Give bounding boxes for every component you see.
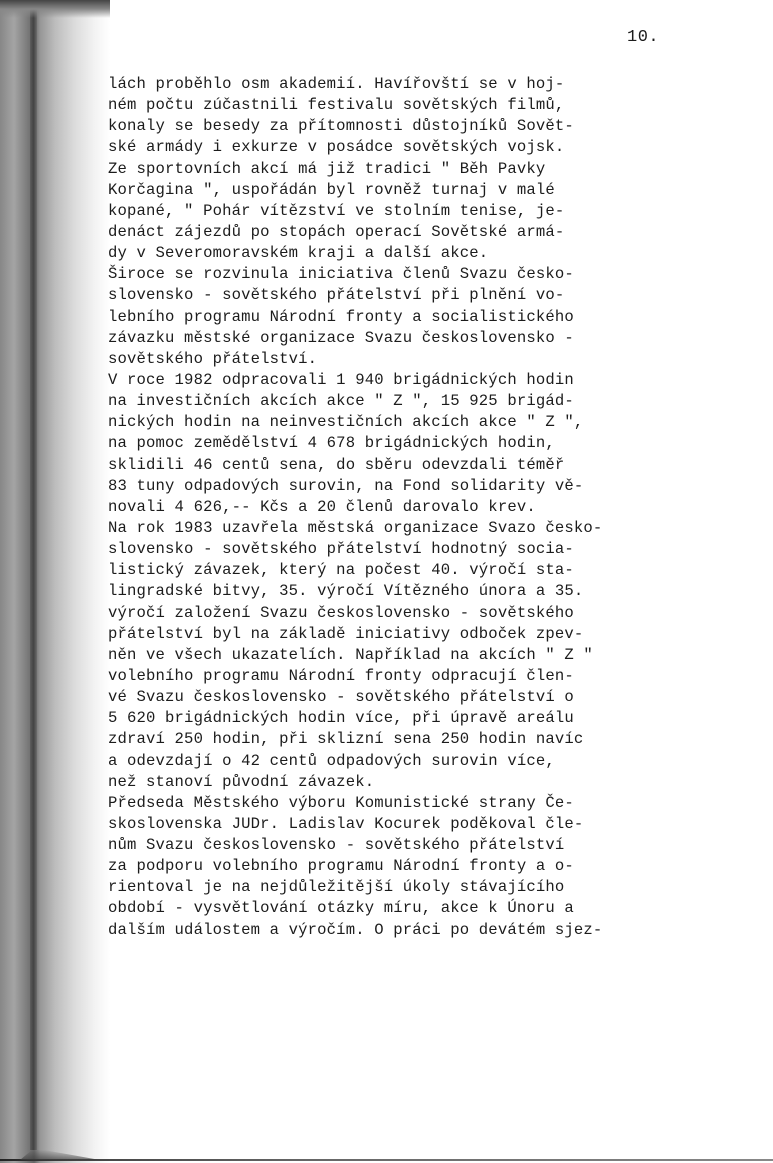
text-line: volebního programu Národní fronty odpracují člen- <box>108 666 574 685</box>
text-line: sklidili 46 centů sena, do sběru odevzdali téměř <box>108 455 565 474</box>
text-line: než stanoví původní závazek. <box>108 772 375 791</box>
text-line: Široce se rozvinula iniciativa členů Svazu česko- <box>108 265 574 284</box>
text-line: Předseda Městského výboru Komunistické strany Če- <box>108 793 574 812</box>
text-line: dy v Severomoravském kraji a další akce. <box>108 244 489 263</box>
typewritten-body <box>108 74 748 941</box>
text-line: skoslovenska JUDr. Ladislav Kocurek poděkoval čle- <box>108 814 584 833</box>
page-bottom-edge <box>0 1159 773 1161</box>
text-line: lách proběhlo osm akademií. Havířovští se v hoj- <box>108 75 565 93</box>
text-line: 5 620 brigádnických hodin více, při úpravě areálu <box>108 709 574 728</box>
page-number: 10. <box>627 28 660 47</box>
text-line: kopané, " Pohár vítězství ve stolním tenise, je- <box>108 201 565 220</box>
text-line: vé Svazu československo - sovětského přátelství o <box>108 688 574 707</box>
text-line: 83 tuny odpadových surovin, na Fond solidarity vě- <box>108 476 584 495</box>
text-line: ské armády i exkurze v posádce sovětských vojsk. <box>108 138 565 157</box>
text-line: listický závazek, který na počest 40. výročí sta- <box>108 561 574 580</box>
text-line: sovětského přátelství. <box>108 349 318 368</box>
text-line: Na rok 1983 uzavřela městská organizace Svazo česko- <box>108 518 603 537</box>
text-line: něn ve všech ukazatelích. Například na akcích " Z " <box>108 645 593 664</box>
text-line: denáct zájezdů po stopách operací Sovětské armá- <box>108 222 565 241</box>
text-line: nům Svazu československo - sovětského přátelství <box>108 836 565 855</box>
text-line: období - vysvětlování otázky míru, akce k Únoru a <box>108 899 574 918</box>
text-line: na investičních akcích akce " Z ", 15 925 brigád- <box>108 392 574 411</box>
text-line: zdraví 250 hodin, při sklizní sena 250 hodin navíc <box>108 730 584 749</box>
text-line: na pomoc zemědělství 4 678 brigádnických hodin, <box>108 434 555 453</box>
text-line: dalším událostem a výročím. O práci po devátém sjez- <box>108 920 603 939</box>
scan-shadow-left <box>0 0 110 1163</box>
scan-shadow-top <box>0 0 110 18</box>
text-line: ném počtu zúčastnili festivalu sovětských filmů, <box>108 96 565 115</box>
text-line: rientoval je na nejdůležitější úkoly stávajícího <box>108 878 565 897</box>
text-line: slovensko - sovětského přátelství při plnění vo- <box>108 286 565 305</box>
text-line: nických hodin na neinvestičních akcích akce " Z ", <box>108 413 584 432</box>
text-line: za podporu volebního programu Národní fronty a o- <box>108 857 574 876</box>
text-line: přátelství byl na základě iniciativy odboček zpev- <box>108 624 584 643</box>
text-line: Korčagina ", uspořádán byl rovněž turnaj v malé <box>108 180 555 199</box>
binding-edge <box>30 0 37 1150</box>
text-line: konaly se besedy za přítomnosti důstojníků Sovět- <box>108 117 574 136</box>
text-line: Ze sportovních akcí má již tradici " Běh Pavky <box>108 159 546 178</box>
text-line: lebního programu Národní fronty a socialistického <box>108 307 574 326</box>
text-line: V roce 1982 odpracovali 1 940 brigádnických hodin <box>108 370 574 389</box>
text-line: a odevzdají o 42 centů odpadových surovin více, <box>108 751 555 770</box>
text-line: slovensko - sovětského přátelství hodnotný socia- <box>108 540 574 559</box>
text-line: výročí založení Svazu československo - sovětského <box>108 603 574 622</box>
text-line: novali 4 626,-- Kčs a 20 členů darovalo krev. <box>108 497 536 516</box>
text-line: závazku městské organizace Svazu československo - <box>108 328 574 347</box>
text-line: lingradské bitvy, 35. výročí Vítězného února a 35. <box>108 582 584 601</box>
